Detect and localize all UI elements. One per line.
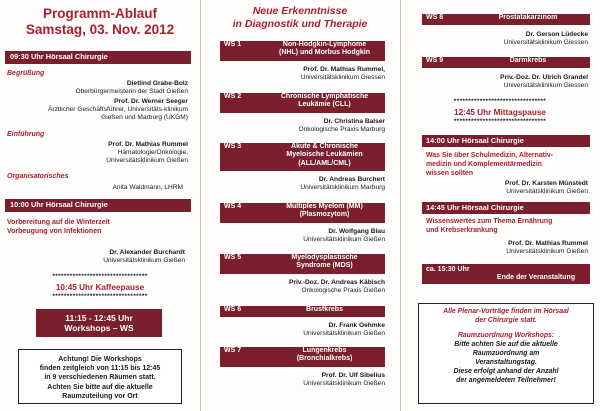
workshop-id: WS 9 (426, 57, 444, 64)
notice-line: Achtung! Die Workshops (58, 356, 142, 363)
speaker-role: Universitätsklinikum Giessen (503, 39, 588, 46)
speaker-name: Prof. Dr. Mathias Rummel (108, 141, 188, 148)
speaker-name: Dr. Frank Oehmke (328, 322, 385, 329)
workshop-topic: Darmkrebs (509, 57, 547, 64)
heading-organisatorisches: Organisatorisches (7, 173, 69, 180)
workshop-id: WS 5 (224, 254, 242, 261)
talk-title: Wissenswertes zum Thema Ernährung (426, 218, 553, 225)
workshop-topic (264, 203, 385, 223)
workshop-bar (220, 254, 385, 274)
workshops-time: 11:15 - 12:45 Uhr (65, 312, 133, 323)
workshop-bar (220, 93, 385, 113)
speaker-role: Universitätsklinikum Gießen (303, 330, 385, 337)
workshops-label: Workshops – WS (64, 323, 134, 333)
session-bar-1000: 10:00 Uhr Hörsaal Chirurgie (5, 199, 191, 212)
speaker-name: Priv.-Doz. Dr. Andreas Käbisch (288, 279, 385, 286)
workshop-topic (264, 93, 385, 113)
end-label: Ende der Veranstaltung (496, 274, 576, 281)
workshop-id: WS 3 (224, 143, 242, 150)
workshops-title: Neue Erkenntnisse (252, 5, 348, 17)
workshop-topic-line: (NHL) und Morbus Hodgkin (279, 49, 370, 57)
info-line: Bitte achten Sie auf die aktuelle (454, 340, 558, 348)
speaker-role: Universitätsklinikum Gießen (506, 248, 588, 255)
workshop-topic (264, 143, 385, 171)
speaker-name: Dr. Wolfgang Blau (328, 228, 385, 235)
workshop-bar (220, 306, 385, 317)
workshop-topic (264, 347, 385, 367)
speaker-name: Dr. Alexander Burchardt (109, 249, 185, 256)
speaker-role: Universitätsklinikum Gießen (303, 236, 385, 243)
workshop-topic (264, 306, 385, 317)
speaker-role: Onkologische Praxis Marburg (298, 126, 385, 133)
program-date: Samstag, 03. Nov. 2012 (25, 22, 175, 37)
workshops-bar (36, 309, 162, 337)
heading-einfuehrung: Einführung (7, 131, 45, 138)
workshop-id: WS 8 (426, 14, 444, 21)
separator-stars: ********************************* (52, 293, 148, 300)
workshop-bar-ws9 (422, 57, 590, 68)
info-box (418, 303, 594, 404)
speaker-role: Gießen und Marburg (UKGM) (101, 114, 188, 121)
speaker-role: Universitätsklinikum Gießen (106, 157, 188, 164)
end-time: ca. 15:30 Uhr (426, 266, 470, 273)
workshop-topic-line: Non-Hodgkin-Lymphome (282, 41, 367, 48)
workshop-id: WS 4 (224, 203, 242, 210)
workshops-subtitle: in Diagnostik und Therapie (232, 18, 368, 30)
speaker-role: Universitätsklinikum Marburg (300, 184, 385, 191)
notice-line: Achten Sie bitte auf die aktuelle (47, 383, 153, 391)
speaker-name: Dietlind Grabe-Bolz (126, 80, 188, 87)
workshop-topic-line: Myelodysplastische (291, 254, 358, 261)
workshop-topic (264, 41, 385, 61)
talk-title: Vorbereitung auf die Winterzeit (7, 219, 110, 226)
column-workshops (200, 0, 400, 411)
speaker-name: Priv.-Doz. Dr. Ulrich Grandel (500, 74, 588, 81)
speaker-name: Prof. Dr. Ulf Sibelius (321, 372, 385, 379)
talk-title: Was Sie über Schulmedizin, Alternativ- (426, 152, 553, 159)
info-line: Veranstaltungstag. (475, 358, 537, 366)
speaker-name: Prof. Dr. Mathias Rummel, (303, 66, 385, 73)
speaker-name: Prof. Dr. Karsten Münstedt (504, 180, 588, 187)
workshop-topic-line: (Plasmozytom) (299, 211, 350, 219)
workshops-notice-box (18, 349, 182, 404)
info-line: Raumzuordnung Workshops: (457, 331, 555, 339)
workshop-topic-line: Leukämie (CLL) (298, 101, 351, 109)
speaker-name: Dr. Christina Balser (323, 118, 385, 125)
info-line: der Chirurgie statt. (475, 316, 537, 324)
workshop-topic-line: Chronische Lymphatische (280, 93, 369, 100)
organizer-name: Anita Waldmann, LHRM (112, 184, 183, 191)
workshop-bar-ws8 (422, 14, 590, 25)
workshop-topic-line: Multiples Myelom (MM) (286, 203, 363, 210)
speaker-name: Prof. Dr. Mathias Rummel (508, 240, 588, 247)
notice-line: in 9 verschiedenen Räumen statt. (44, 374, 156, 382)
workshop-topic (264, 254, 385, 274)
workshop-topic-line: Lungenkrebs (302, 347, 347, 354)
speaker-role: Ärztlicher Geschäftsführer, Universitäts-klinikum (48, 106, 188, 113)
separator-stars: ******************************** (453, 118, 547, 125)
separator-stars: ******************************** (453, 98, 547, 105)
talk-title: wissen sollten (426, 170, 474, 177)
speaker-role: Universitätsklinikum Giessen (300, 74, 385, 81)
workshop-topic-line: Syndrome (MDS) (296, 262, 353, 270)
workshop-topic-line: Myeloische Leukämien (286, 151, 363, 159)
talk-title: Vorbeugung von Infektionen (7, 228, 102, 235)
speaker-role: Universitätsklinikum Gießen (303, 380, 385, 387)
workshop-topic-line: Akute & Chronische (291, 143, 358, 150)
separator-stars: ********************************* (52, 273, 148, 280)
speaker-role: Universitätsklinikum Giessen (503, 82, 588, 89)
notice-line: Raumzuteilung vor Ort (62, 392, 138, 400)
speaker-name: Dr. Andreas Burchert (318, 176, 385, 183)
session-bar-1445: 14:45 Uhr Hörsaal Chirurgie (422, 202, 590, 214)
info-line: Raumzuordnung am (472, 349, 540, 357)
workshop-id: WS 7 (224, 347, 242, 354)
workshop-id: WS 6 (224, 306, 242, 313)
workshop-topic-line: Brustkrebs (306, 306, 343, 313)
speaker-name: Dr. Gerson Lüdecke (525, 31, 588, 38)
workshop-topic-line: (ALL/AML/CML) (298, 159, 351, 167)
speaker-role: Universitätsklinikum Gießen (103, 257, 185, 264)
heading-begruessung: Begrüßung (7, 70, 45, 77)
workshop-id: WS 1 (224, 41, 242, 48)
talk-title: medizin und Komplementärmedizin (426, 161, 543, 168)
info-line: der angemeldeten Teilnehmer! (456, 376, 556, 384)
end-bar (422, 264, 590, 284)
speaker-role: Hämatologie/Onkologie, (117, 149, 188, 156)
workshop-topic-line: (Bronchialkrebs) (296, 355, 353, 363)
lunch-break: 12:45 Uhr Mittagspause (454, 108, 546, 117)
column-afternoon (400, 0, 600, 411)
speaker-role: Universitätsklinikum Gießen (506, 188, 588, 195)
coffee-break: 10:45 Uhr Kaffeepause (55, 283, 145, 292)
info-line: Diese erfolgt anhand der Anzahl (453, 367, 559, 375)
workshop-id: WS 2 (224, 93, 242, 100)
workshop-bar (220, 41, 385, 61)
speaker-role: Oberbürgermeisterin der Stadt Gießen (75, 88, 188, 95)
program-title: Programm-Ablauf (42, 6, 157, 21)
session-bar-1400: 14:00 Uhr Hörsaal Chirurgie (422, 135, 590, 147)
session-bar-0930: 09:30 Uhr Hörsaal Chirurgie (5, 51, 191, 64)
column-program (0, 0, 200, 411)
workshop-topic: Prostatakarzinom (498, 14, 558, 21)
speaker-role: Onkologische Praxis Gießen (301, 287, 385, 294)
talk-title: und Krebserkrankung (426, 227, 498, 234)
workshop-bar (220, 143, 385, 171)
info-line: Alle Plenar-Vorträge finden im Hörsaal (443, 308, 569, 315)
notice-line: finden zeitgleich von 11:15 bis 12:45 (39, 365, 161, 373)
workshop-bar (220, 347, 385, 367)
workshop-bar (220, 203, 385, 223)
speaker-name: Prof. Dr. Werner Seeger (114, 98, 188, 105)
